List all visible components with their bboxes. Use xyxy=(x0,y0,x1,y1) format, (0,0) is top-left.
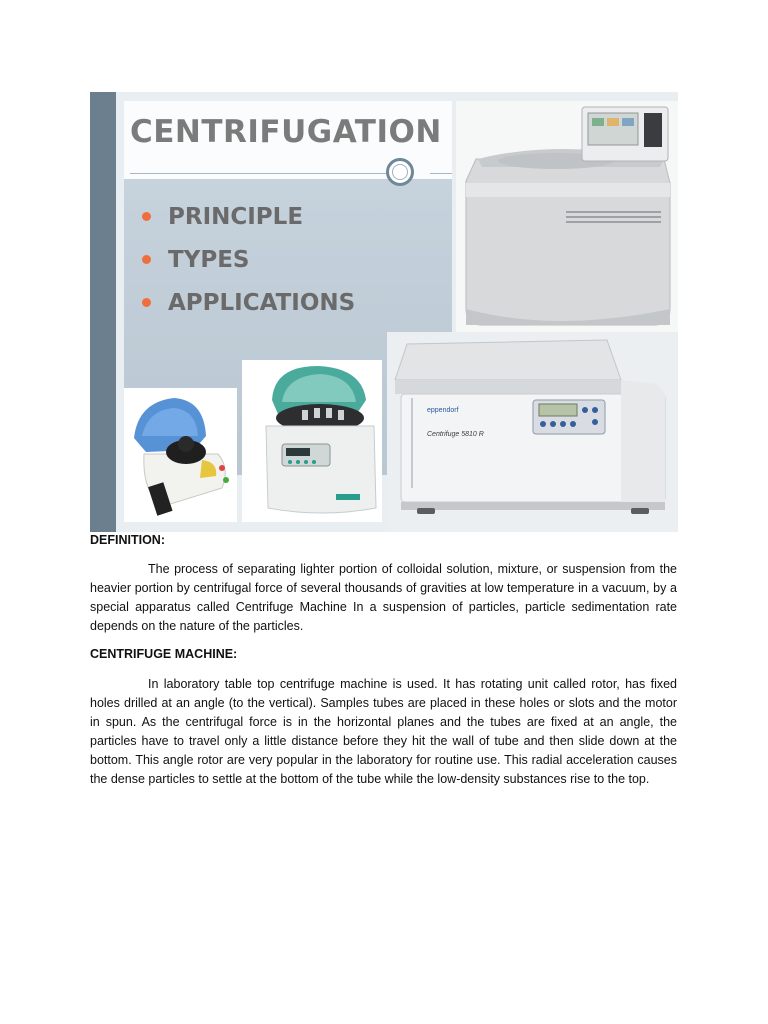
benchtop-centrifuge-photo xyxy=(387,332,678,532)
bullet-item: PRINCIPLE xyxy=(142,195,355,238)
floor-centrifuge-photo xyxy=(456,101,678,337)
banner-title-rule xyxy=(130,173,396,174)
banner-bullet-list xyxy=(142,195,355,324)
mini-centrifuge-photo xyxy=(124,388,237,522)
bullet-dot-icon xyxy=(142,255,151,264)
bullet-dot-icon xyxy=(142,212,151,221)
definition-heading: DEFINITION: xyxy=(90,533,165,547)
banner-title-rule-right xyxy=(430,173,452,174)
micro-centrifuge-photo xyxy=(242,360,382,522)
definition-paragraph: The process of separating lighter portion of colloidal solution, mixture, or suspension from the heavier portion by centrifugal force of several thousands of gravities at low temperature in a vacuum, by a special apparatus called Centrifuge Machine In a suspension of particles, particle sedimentation rate depends on the nature of the particles. xyxy=(90,562,677,633)
bullet-item: APPLICATIONS xyxy=(142,281,355,324)
centrifugation-banner-image xyxy=(90,92,678,532)
banner-left-strip xyxy=(90,92,116,532)
circle-ornament-icon xyxy=(386,158,414,186)
machine-brand-label: eppendorf xyxy=(427,407,459,414)
bullet-dot-icon xyxy=(142,298,151,307)
banner-title: CENTRIFUGATION xyxy=(130,114,442,150)
machine-model-label: Centrifuge 5810 R xyxy=(427,431,484,438)
centrifuge-machine-paragraph: In laboratory table top centrifuge machine is used. It has rotating unit called rotor, has fixed holes drilled at an angle (to the vertical). Samples tubes are placed in these holes or slots and the motor in spun. As the centrifugal force is in the horizontal planes and the tubes are fixed at an angle, the particles have to travel only a little distance before they hit the wall of tube and then slide down at the bottom. This angle rotor are very popular in the laboratory for routine use. This radial acceleration causes the dense particles to settle at the bottom of the tube while the low-density substances rise to the top. xyxy=(90,677,677,786)
bullet-item: TYPES xyxy=(142,238,355,281)
centrifuge-machine-heading: CENTRIFUGE MACHINE: xyxy=(90,647,238,661)
